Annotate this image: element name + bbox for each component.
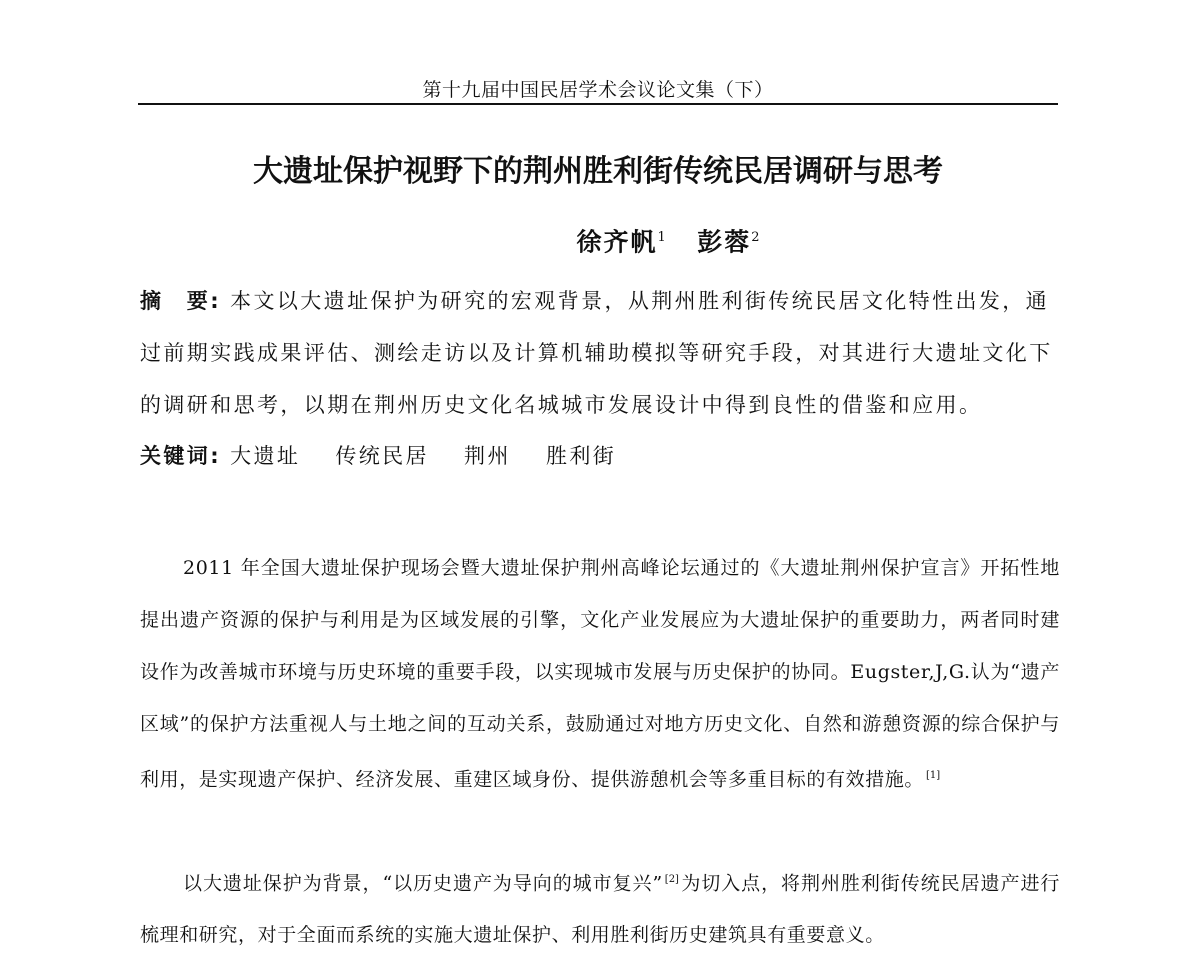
author-affiliation-mark: 2 bbox=[751, 230, 760, 245]
citation-marker: [2] bbox=[664, 874, 679, 885]
author-name: 彭蓉 bbox=[697, 227, 752, 257]
authors bbox=[138, 220, 1198, 260]
keyword-item: 荆州 bbox=[464, 444, 511, 468]
citation-marker: [1] bbox=[926, 770, 941, 781]
running-header: 第十九届中国民居学术会议论文集（下） bbox=[422, 79, 774, 101]
paper-title: 大遗址保护视野下的荆州胜利街传统民居调研与思考 bbox=[253, 154, 943, 189]
paragraph-text: 为切入点，将荆州胜利街传统民居遗产进行梳理和研究，对于全面而系统的实施大遗址保护、利用胜利街历史建筑具有重要意义。 bbox=[140, 872, 1060, 947]
author-affiliation-mark: 1 bbox=[657, 230, 666, 245]
keywords-label: 关键词: bbox=[140, 444, 221, 468]
keyword-item: 传统民居 bbox=[335, 444, 429, 468]
keyword-item: 大遗址 bbox=[230, 444, 301, 468]
abstract-text: 本文以大遗址保护为研究的宏观背景，从荆州胜利街传统民居文化特性出发，通过前期实践成果评估、测绘走访以及计算机辅助模拟等研究手段，对其进行大遗址文化下的调研和思考，以期在荆州历史文化名城城市发展设计中得到良性的借鉴和应用。 bbox=[140, 289, 1053, 417]
paragraph-text: 以大遗址保护为背景，“以历史遗产为导向的城市复兴” bbox=[183, 872, 663, 895]
paragraph-text: 2011 年全国大遗址保护现场会暨大遗址保护荆州高峰论坛通过的《大遗址荆州保护宣言》开拓性地提出遗产资源的保护与利用是为区域发展的引擎，文化产业发展应为大遗址保护的重要助力，两者同时建设作为改善城市环境与历史环境的重要手段，以实现城市发展与历史保护的协同。Eugster,J,G.认为“遗产区域”的保护方法重视人与土地之间的互动关系，鼓励通过对地方历史文化、自然和游憩资源的综合保护与利用，是实现遗产保护、经济发展、重建区域身份、提供游憩机会等多重目标的有效措施。 bbox=[140, 557, 1060, 791]
keyword-item: 胜利街 bbox=[545, 444, 617, 468]
abstract bbox=[140, 275, 1060, 431]
keywords bbox=[140, 430, 1060, 482]
author-name: 徐齐帆 bbox=[576, 227, 658, 257]
header-rule bbox=[138, 103, 1058, 105]
body-paragraph-2 bbox=[140, 854, 1060, 961]
body-paragraph-1 bbox=[140, 542, 1060, 805]
abstract-label: 摘 要: bbox=[140, 289, 221, 313]
